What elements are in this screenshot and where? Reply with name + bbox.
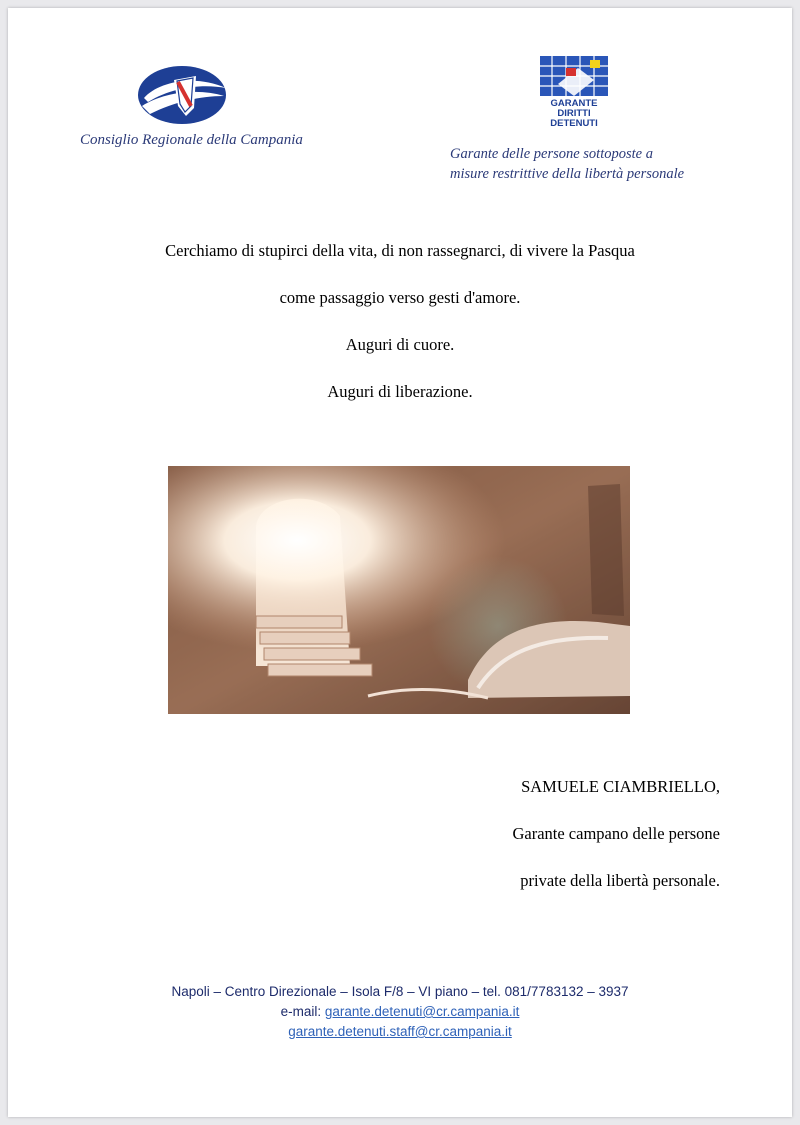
email-link-1[interactable]: garante.detenuti@cr.campania.it	[324, 1004, 520, 1019]
footer-address: Napoli – Centro Direzionale – Isola F/8 – VI piano – tel. 081/7783132 – 3937	[171, 984, 629, 999]
logo-text-garante: GARANTE	[550, 98, 598, 109]
easter-message	[68, 236, 732, 424]
email-link-2[interactable]: garante.detenuti.staff@cr.campania.it	[288, 1024, 512, 1039]
right-org-line-2: misure restrittive della libertà personale	[450, 166, 685, 182]
empty-tomb-easter-photo	[168, 466, 630, 714]
logo-text-detenuti: DETENUTI	[550, 118, 598, 129]
message-line-1: Cerchiamo di stupirci della vita, di non rassegnarci, di vivere la Pasqua	[165, 241, 635, 260]
document-page	[8, 8, 792, 1117]
message-line-4: Auguri di liberazione.	[327, 382, 473, 401]
signature-role-line-1: Garante campano delle persone	[512, 824, 720, 843]
right-org-line-1: Garante delle persone sottoposte a	[450, 146, 653, 162]
message-line-3: Auguri di cuore.	[345, 335, 455, 354]
footer-email-line-2	[8, 1022, 792, 1042]
campania-region-emblem-icon	[134, 62, 230, 128]
logo-text-diritti: DIRITTI	[557, 108, 591, 119]
left-organization-name: Consiglio Regionale della Campania	[80, 132, 303, 148]
signature-name: SAMUELE CIAMBRIELLO,	[521, 777, 720, 796]
garante-diritti-detenuti-logo-icon	[538, 54, 610, 130]
message-line-2: come passaggio verso gesti d'amore.	[279, 288, 521, 307]
right-organization-name	[450, 144, 684, 184]
footer-email-line	[8, 1002, 792, 1022]
email-label: e-mail:	[280, 1004, 325, 1019]
signature-role-line-2: private della libertà personale.	[520, 871, 720, 890]
signature-block	[512, 772, 720, 913]
footer-contacts	[8, 982, 792, 1042]
